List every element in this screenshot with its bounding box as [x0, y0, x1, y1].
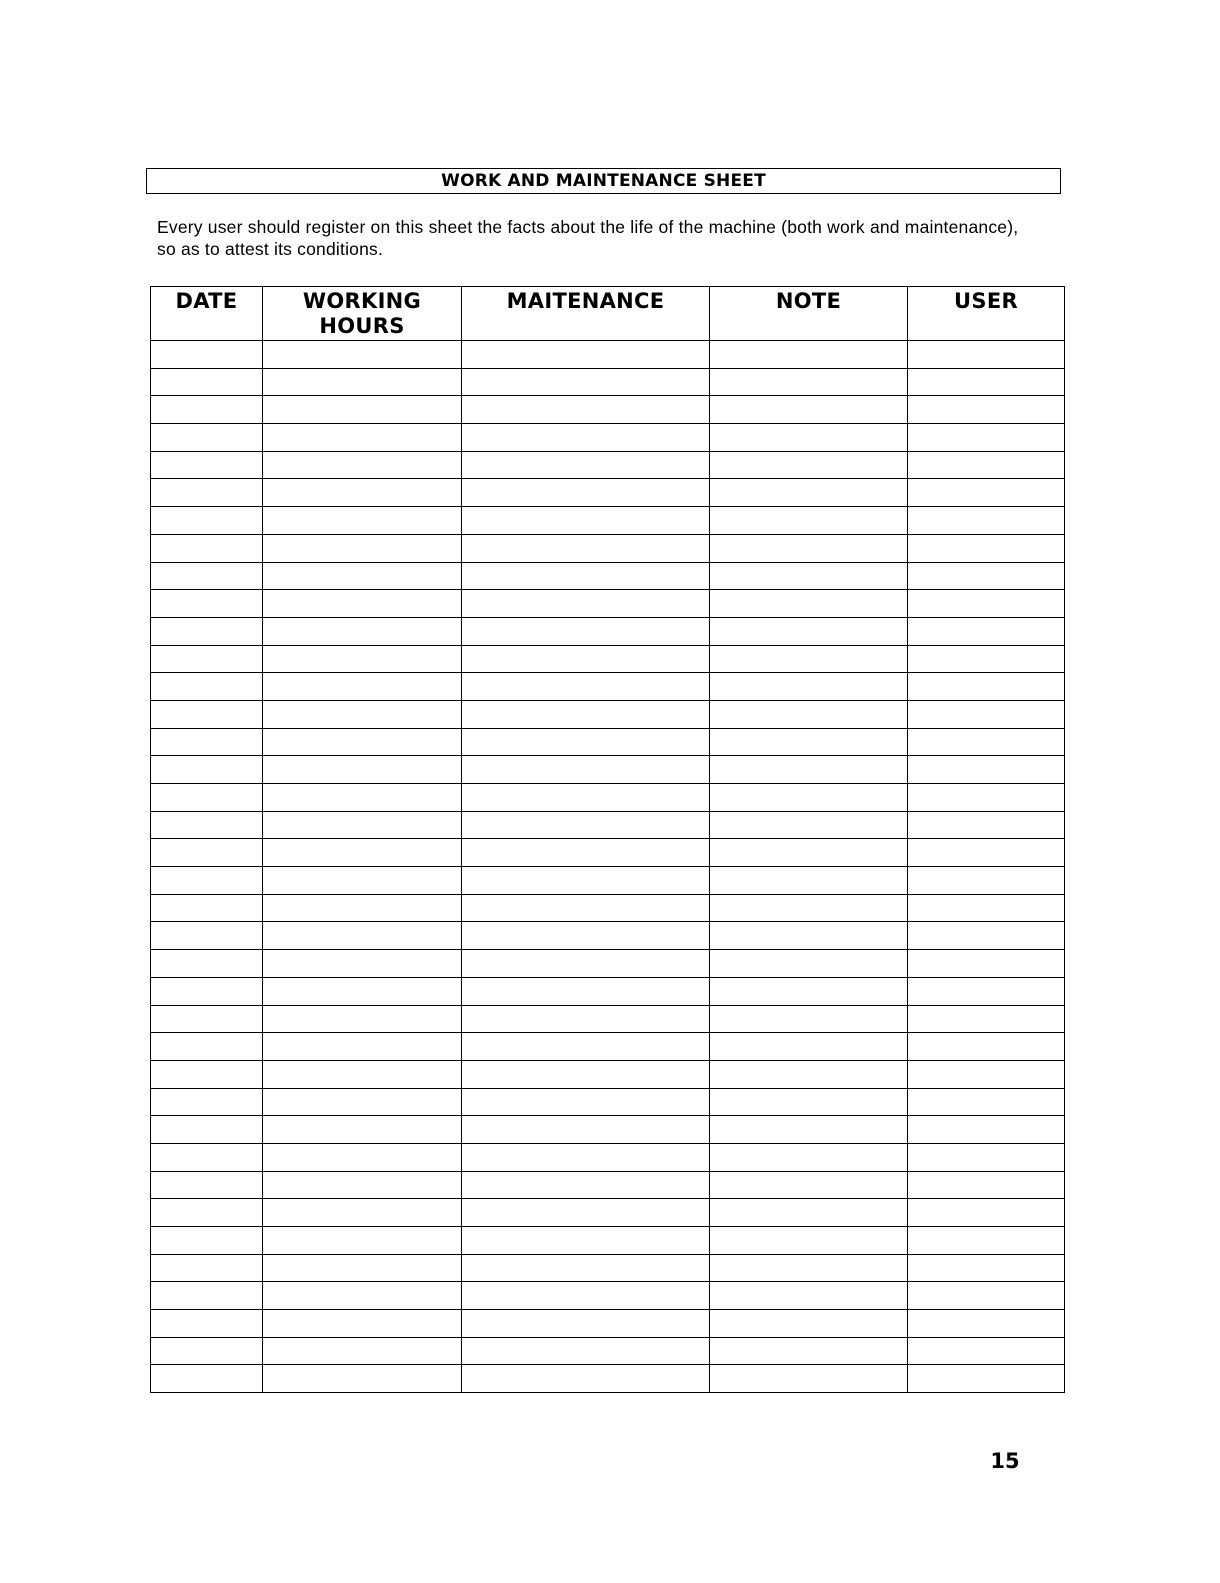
table-header-row	[151, 287, 1065, 341]
table-row	[151, 700, 1065, 728]
cell-note	[710, 562, 908, 590]
cell-user	[908, 1116, 1065, 1144]
table-row	[151, 1365, 1065, 1393]
cell-user	[908, 1227, 1065, 1255]
table-row	[151, 811, 1065, 839]
cell-date	[151, 1033, 263, 1061]
cell-maintenance	[462, 1227, 710, 1255]
cell-maintenance	[462, 1033, 710, 1061]
cell-working-hours	[263, 1171, 462, 1199]
table-row	[151, 1337, 1065, 1365]
table-row	[151, 1227, 1065, 1255]
cell-working-hours	[263, 590, 462, 618]
cell-maintenance	[462, 700, 710, 728]
cell-user	[908, 700, 1065, 728]
cell-working-hours	[263, 811, 462, 839]
cell-date	[151, 1310, 263, 1338]
cell-working-hours	[263, 341, 462, 369]
cell-note	[710, 1227, 908, 1255]
cell-maintenance	[462, 839, 710, 867]
table-row	[151, 839, 1065, 867]
maintenance-log-table	[150, 286, 1065, 1393]
cell-user	[908, 1337, 1065, 1365]
table-row	[151, 396, 1065, 424]
cell-maintenance	[462, 1254, 710, 1282]
cell-working-hours	[263, 756, 462, 784]
cell-date	[151, 922, 263, 950]
cell-note	[710, 1143, 908, 1171]
cell-working-hours	[263, 922, 462, 950]
cell-user	[908, 1033, 1065, 1061]
cell-maintenance	[462, 1088, 710, 1116]
cell-user	[908, 673, 1065, 701]
cell-note	[710, 1088, 908, 1116]
cell-user	[908, 1088, 1065, 1116]
cell-working-hours	[263, 534, 462, 562]
cell-note	[710, 894, 908, 922]
cell-maintenance	[462, 894, 710, 922]
cell-working-hours	[263, 728, 462, 756]
cell-note	[710, 1116, 908, 1144]
cell-note	[710, 1060, 908, 1088]
cell-user	[908, 1254, 1065, 1282]
cell-date	[151, 950, 263, 978]
cell-user	[908, 1060, 1065, 1088]
table-row	[151, 368, 1065, 396]
cell-date	[151, 451, 263, 479]
cell-working-hours	[263, 1033, 462, 1061]
cell-working-hours	[263, 867, 462, 895]
cell-date	[151, 396, 263, 424]
cell-date	[151, 811, 263, 839]
cell-note	[710, 1033, 908, 1061]
cell-user	[908, 811, 1065, 839]
cell-date	[151, 1005, 263, 1033]
cell-maintenance	[462, 950, 710, 978]
cell-user	[908, 1365, 1065, 1393]
cell-user	[908, 894, 1065, 922]
cell-date	[151, 645, 263, 673]
cell-working-hours	[263, 839, 462, 867]
cell-working-hours	[263, 1365, 462, 1393]
cell-date	[151, 700, 263, 728]
cell-maintenance	[462, 1310, 710, 1338]
table-row	[151, 1088, 1065, 1116]
cell-user	[908, 784, 1065, 812]
cell-working-hours	[263, 1254, 462, 1282]
cell-note	[710, 1005, 908, 1033]
cell-date	[151, 1060, 263, 1088]
cell-note	[710, 811, 908, 839]
cell-working-hours	[263, 1310, 462, 1338]
page-number: 15	[990, 1449, 1020, 1473]
cell-user	[908, 534, 1065, 562]
cell-working-hours	[263, 1116, 462, 1144]
cell-maintenance	[462, 867, 710, 895]
cell-note	[710, 1199, 908, 1227]
cell-note	[710, 1310, 908, 1338]
cell-working-hours	[263, 784, 462, 812]
cell-user	[908, 451, 1065, 479]
cell-user	[908, 1171, 1065, 1199]
cell-maintenance	[462, 1005, 710, 1033]
cell-working-hours	[263, 1337, 462, 1365]
cell-working-hours	[263, 1143, 462, 1171]
cell-working-hours	[263, 424, 462, 452]
cell-working-hours	[263, 1199, 462, 1227]
cell-working-hours	[263, 396, 462, 424]
cell-date	[151, 1143, 263, 1171]
cell-maintenance	[462, 784, 710, 812]
intro-line-2: so as to attest its conditions.	[157, 239, 384, 259]
table-row	[151, 479, 1065, 507]
table-row	[151, 867, 1065, 895]
cell-maintenance	[462, 811, 710, 839]
cell-maintenance	[462, 617, 710, 645]
cell-maintenance	[462, 756, 710, 784]
table-row	[151, 590, 1065, 618]
cell-maintenance	[462, 1199, 710, 1227]
cell-maintenance	[462, 1365, 710, 1393]
cell-date	[151, 728, 263, 756]
cell-date	[151, 1337, 263, 1365]
cell-date	[151, 1116, 263, 1144]
cell-note	[710, 977, 908, 1005]
cell-user	[908, 424, 1065, 452]
cell-note	[710, 424, 908, 452]
table-row	[151, 1282, 1065, 1310]
cell-user	[908, 867, 1065, 895]
cell-user	[908, 396, 1065, 424]
table-row	[151, 728, 1065, 756]
table-row	[151, 784, 1065, 812]
cell-date	[151, 894, 263, 922]
cell-date	[151, 1282, 263, 1310]
table-row	[151, 894, 1065, 922]
cell-user	[908, 645, 1065, 673]
table-row	[151, 562, 1065, 590]
header-working-hours: WORKING HOURS	[263, 287, 462, 341]
cell-maintenance	[462, 562, 710, 590]
cell-working-hours	[263, 894, 462, 922]
cell-date	[151, 341, 263, 369]
header-maintenance: MAITENANCE	[462, 287, 710, 341]
table-row	[151, 507, 1065, 535]
cell-maintenance	[462, 590, 710, 618]
table-row	[151, 1310, 1065, 1338]
cell-date	[151, 1254, 263, 1282]
cell-maintenance	[462, 507, 710, 535]
cell-date	[151, 977, 263, 1005]
cell-note	[710, 1337, 908, 1365]
cell-note	[710, 396, 908, 424]
cell-maintenance	[462, 451, 710, 479]
table-row	[151, 922, 1065, 950]
table-row	[151, 617, 1065, 645]
cell-maintenance	[462, 1171, 710, 1199]
cell-maintenance	[462, 534, 710, 562]
cell-date	[151, 839, 263, 867]
cell-note	[710, 1365, 908, 1393]
header-user: USER	[908, 287, 1065, 341]
cell-date	[151, 1171, 263, 1199]
cell-user	[908, 839, 1065, 867]
cell-working-hours	[263, 645, 462, 673]
cell-date	[151, 590, 263, 618]
cell-maintenance	[462, 1116, 710, 1144]
cell-note	[710, 617, 908, 645]
cell-maintenance	[462, 1282, 710, 1310]
cell-user	[908, 341, 1065, 369]
cell-user	[908, 1199, 1065, 1227]
cell-working-hours	[263, 1088, 462, 1116]
cell-maintenance	[462, 479, 710, 507]
cell-note	[710, 479, 908, 507]
cell-maintenance	[462, 645, 710, 673]
cell-note	[710, 839, 908, 867]
table-row	[151, 1143, 1065, 1171]
table-row	[151, 1171, 1065, 1199]
cell-user	[908, 1005, 1065, 1033]
table-row	[151, 950, 1065, 978]
cell-working-hours	[263, 977, 462, 1005]
cell-date	[151, 867, 263, 895]
cell-date	[151, 1227, 263, 1255]
cell-date	[151, 562, 263, 590]
cell-note	[710, 673, 908, 701]
table-row	[151, 1254, 1065, 1282]
cell-note	[710, 1254, 908, 1282]
table-row	[151, 673, 1065, 701]
cell-date	[151, 673, 263, 701]
table-row	[151, 645, 1065, 673]
cell-maintenance	[462, 673, 710, 701]
cell-user	[908, 922, 1065, 950]
cell-note	[710, 700, 908, 728]
cell-working-hours	[263, 1282, 462, 1310]
cell-date	[151, 424, 263, 452]
cell-note	[710, 368, 908, 396]
cell-user	[908, 1310, 1065, 1338]
table-row	[151, 424, 1065, 452]
cell-date	[151, 534, 263, 562]
cell-working-hours	[263, 1005, 462, 1033]
cell-working-hours	[263, 673, 462, 701]
cell-maintenance	[462, 922, 710, 950]
cell-user	[908, 977, 1065, 1005]
cell-note	[710, 341, 908, 369]
table-row	[151, 534, 1065, 562]
cell-user	[908, 756, 1065, 784]
cell-maintenance	[462, 977, 710, 1005]
cell-maintenance	[462, 1337, 710, 1365]
cell-note	[710, 728, 908, 756]
cell-working-hours	[263, 950, 462, 978]
cell-maintenance	[462, 424, 710, 452]
cell-date	[151, 479, 263, 507]
table-row	[151, 1033, 1065, 1061]
table-row	[151, 1060, 1065, 1088]
cell-working-hours	[263, 1227, 462, 1255]
cell-maintenance	[462, 728, 710, 756]
intro-line-1: Every user should register on this sheet the facts about the life of the machine (both work and maintenance),	[157, 217, 1019, 237]
cell-working-hours	[263, 617, 462, 645]
table-row	[151, 451, 1065, 479]
cell-maintenance	[462, 396, 710, 424]
cell-working-hours	[263, 700, 462, 728]
cell-note	[710, 590, 908, 618]
cell-user	[908, 507, 1065, 535]
cell-working-hours	[263, 507, 462, 535]
cell-note	[710, 451, 908, 479]
cell-note	[710, 507, 908, 535]
cell-user	[908, 562, 1065, 590]
cell-note	[710, 756, 908, 784]
cell-note	[710, 645, 908, 673]
table-row	[151, 1116, 1065, 1144]
cell-user	[908, 617, 1065, 645]
sheet-title: WORK AND MAINTENANCE SHEET	[146, 168, 1061, 194]
cell-date	[151, 507, 263, 535]
cell-user	[908, 479, 1065, 507]
cell-date	[151, 1365, 263, 1393]
table-row	[151, 1005, 1065, 1033]
cell-user	[908, 950, 1065, 978]
cell-user	[908, 590, 1065, 618]
cell-working-hours	[263, 479, 462, 507]
cell-maintenance	[462, 1143, 710, 1171]
cell-note	[710, 950, 908, 978]
cell-user	[908, 1143, 1065, 1171]
cell-user	[908, 1282, 1065, 1310]
cell-maintenance	[462, 1060, 710, 1088]
table-row	[151, 977, 1065, 1005]
table-body	[151, 341, 1065, 1393]
cell-note	[710, 534, 908, 562]
cell-working-hours	[263, 562, 462, 590]
cell-note	[710, 867, 908, 895]
header-note: NOTE	[710, 287, 908, 341]
cell-date	[151, 1088, 263, 1116]
header-date: DATE	[151, 287, 263, 341]
cell-date	[151, 756, 263, 784]
table-row	[151, 1199, 1065, 1227]
cell-date	[151, 368, 263, 396]
cell-note	[710, 922, 908, 950]
cell-maintenance	[462, 341, 710, 369]
table-row	[151, 756, 1065, 784]
cell-user	[908, 368, 1065, 396]
table-row	[151, 341, 1065, 369]
cell-note	[710, 784, 908, 812]
intro-text	[157, 216, 1062, 260]
cell-date	[151, 784, 263, 812]
cell-working-hours	[263, 451, 462, 479]
cell-user	[908, 728, 1065, 756]
cell-working-hours	[263, 1060, 462, 1088]
cell-date	[151, 617, 263, 645]
cell-note	[710, 1282, 908, 1310]
cell-date	[151, 1199, 263, 1227]
cell-note	[710, 1171, 908, 1199]
cell-maintenance	[462, 368, 710, 396]
cell-working-hours	[263, 368, 462, 396]
